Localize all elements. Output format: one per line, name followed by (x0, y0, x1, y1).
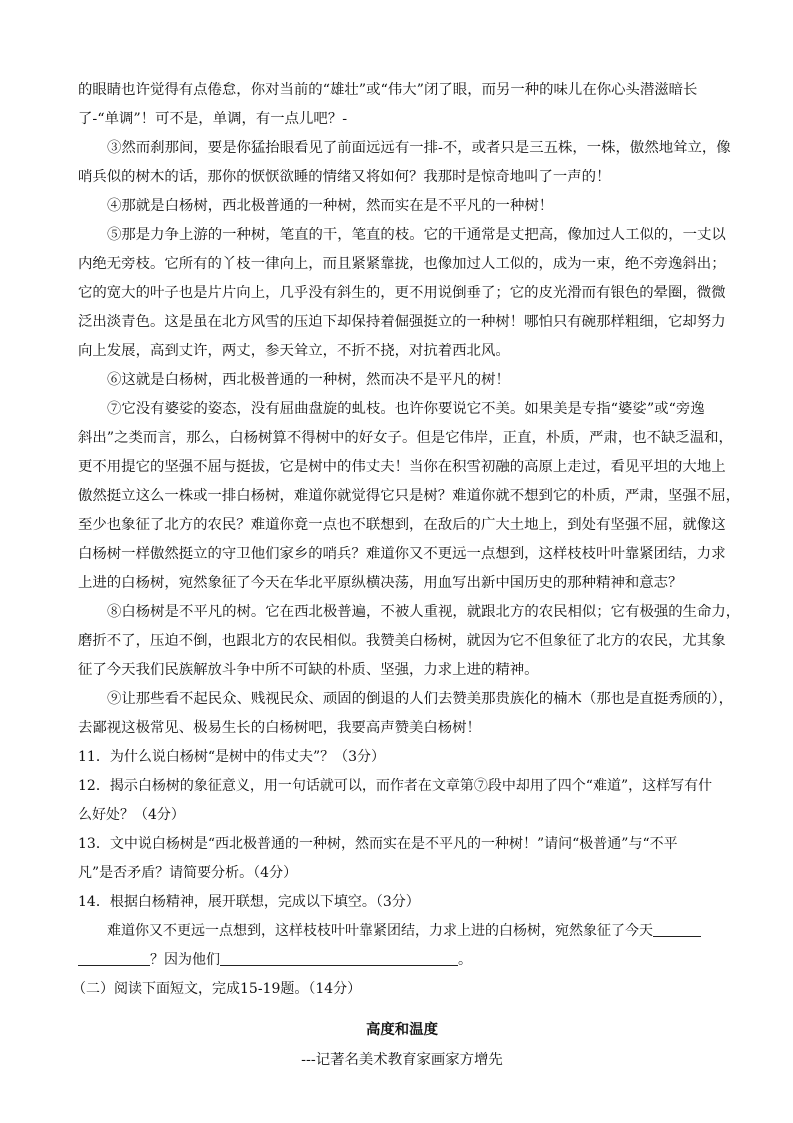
question-text: 14．根据白杨精神，展开联想，完成以下填空。（3分） (78, 894, 420, 910)
fill-text: 难道你又不更远一点想到，这样枝枝叶叶靠紧团结，力求上进的白杨树，宛然象征了今天 (107, 923, 653, 939)
article-title: 高度和温度 (366, 1021, 438, 1038)
fill-blank-line-2 (78, 946, 726, 975)
question-text: 12．揭示白杨树的象征意义，用一句话就可以，而作者在文章第⑦段中却用了四个“难道”，这样写有什 (78, 778, 713, 794)
text-line: 了-“单调”！可不是，单调，有一点儿吧？- (78, 111, 348, 127)
question-14 (78, 888, 726, 975)
fill-text: 。 (458, 952, 472, 968)
text-line: ③然而刹那间，要是你猛抬眼看见了前面远远有一排-不，或者只是三五株，一株，傲然地耸立，像 (107, 140, 731, 156)
paragraph-7 (78, 395, 740, 598)
text-line: ⑥这就是白杨树，西北极普通的一种树，然而决不是平凡的树！ (107, 372, 510, 388)
text-line: 去鄙视这极常见、极易生长的白杨树吧，我要高声赞美白杨树！ (78, 720, 481, 736)
fill-text: ？因为他们 (150, 952, 220, 968)
text-line: 征了今天我们民族解放斗争中所不可缺的朴质、坚强，力求上进的精神。 (78, 662, 539, 678)
text-line: 的眼睛也许觉得有点倦怠，你对当前的“雄壮”或“伟大”闭了眼，而另一种的味儿在你心头潜滋暗长 (78, 82, 698, 98)
paragraph-6 (78, 366, 726, 395)
text-line: 内绝无旁枝。它所有的丫枝一律向上，而且紧紧靠拢，也像加过人工似的，成为一束，绝不旁逸斜出； (78, 256, 726, 272)
text-line: 它的宽大的叶子也是片片向上，几乎没有斜生的，更不用说倒垂了；它的皮光滑而有银色的晕圈，微微 (78, 285, 726, 301)
text-line: 上进的白杨树，宛然象征了今天在华北平原纵横决荡，用血写出新中国历史的那种精神和意志？ (78, 575, 683, 591)
text-line: 傲然挺立这么一株或一排白杨树，难道你就觉得它只是树？难道你就不想到它的朴质，严肃，坚强不屈， (78, 488, 740, 504)
question-12 (78, 772, 726, 830)
paragraph-9 (78, 685, 733, 743)
text-line: 泛出淡青色。这是虽在北方风雪的压迫下却保持着倔强挺立的一种树！哪怕只有碗那样粗细，它却努力 (78, 314, 726, 330)
text-line: 向上发展，高到丈许，两丈，参天耸立，不折不挠，对抗着西北风。 (78, 343, 510, 359)
text-line: ④那就是白杨树，西北极普通的一种树，然而实在是不平凡的一种树！ (107, 198, 554, 214)
text-line: 磨折不了，压迫不倒，也跟北方的农民相似。我赞美白杨树，就因为它不但象征了北方的农民，尤其象 (78, 633, 726, 649)
fill-blank-line-1 (78, 917, 726, 946)
answer-blank[interactable] (78, 949, 150, 966)
question-11 (78, 743, 726, 772)
answer-blank[interactable] (220, 949, 458, 966)
article-subtitle: ---记著名美术教育家画家方增先 (301, 1052, 503, 1068)
text-line: 斜出”之类而言，那么，白杨树算不得树中的好女子。但是它伟岸，正直，朴质，严肃，也不缺乏温和， (78, 430, 733, 446)
text-line: ⑦它没有婆娑的姿态，没有屈曲盘旋的虬枝。也许你要说它不美。如果美是专指“婆娑”或“旁逸 (107, 401, 705, 417)
section-heading-text: （二）阅读下面短文，完成15-19题。（14分） (72, 981, 362, 997)
text-line: 哨兵似的树木的话，那你的恹恹欲睡的情绪又将如何？我那时是惊奇地叫了一声的！ (78, 169, 611, 185)
paragraph-8 (78, 598, 741, 685)
question-text: 凡”是否矛盾？请简要分析。（4分） (78, 865, 298, 881)
question-text: 11．为什么说白杨树“是树中的伟丈夫”？（3分） (78, 749, 386, 765)
paragraph-5 (78, 221, 726, 366)
question-text: 么好处？（4分） (78, 807, 185, 823)
text-line: ⑤那是力争上游的一种树，笔直的干，笔直的枝。它的干通常是丈把高，像加过人工似的，一丈以 (107, 227, 726, 243)
section-2-heading (72, 975, 726, 1004)
question-text: 13．文中说白杨树是“西北极普通的一种树，然而实在是不平凡的一种树！”请问“极普通”与“不平 (78, 836, 678, 852)
text-line: ⑨让那些看不起民众、贱视民众、顽固的倒退的人们去赞美那贵族化的楠木（那也是直挺秀颀的）， (107, 691, 733, 707)
text-line: 白杨树一样傲然挺立的守卫他们家乡的哨兵？难道你又不更远一点想到，这样枝枝叶叶靠紧团结，力求 (78, 546, 726, 562)
text-line: 更不用提它的坚强不屈与挺拔，它是树中的伟丈夫！当你在积雪初融的高原上走过，看见平坦的大地上 (78, 459, 726, 475)
answer-blank[interactable] (653, 920, 701, 937)
paragraph-intro (78, 76, 726, 134)
paragraph-3 (78, 134, 731, 192)
paragraph-4 (78, 192, 726, 221)
text-line: 至少也象征了北方的农民？难道你竟一点也不联想到，在敌后的广大土地上，到处有坚强不屈，就像这 (78, 517, 726, 533)
text-line: ⑧白杨树是不平凡的树。它在西北极普遍，不被人重视，就跟北方的农民相似；它有极强的生命力， (107, 604, 741, 620)
document-page (72, 76, 741, 1072)
question-13 (78, 830, 726, 888)
